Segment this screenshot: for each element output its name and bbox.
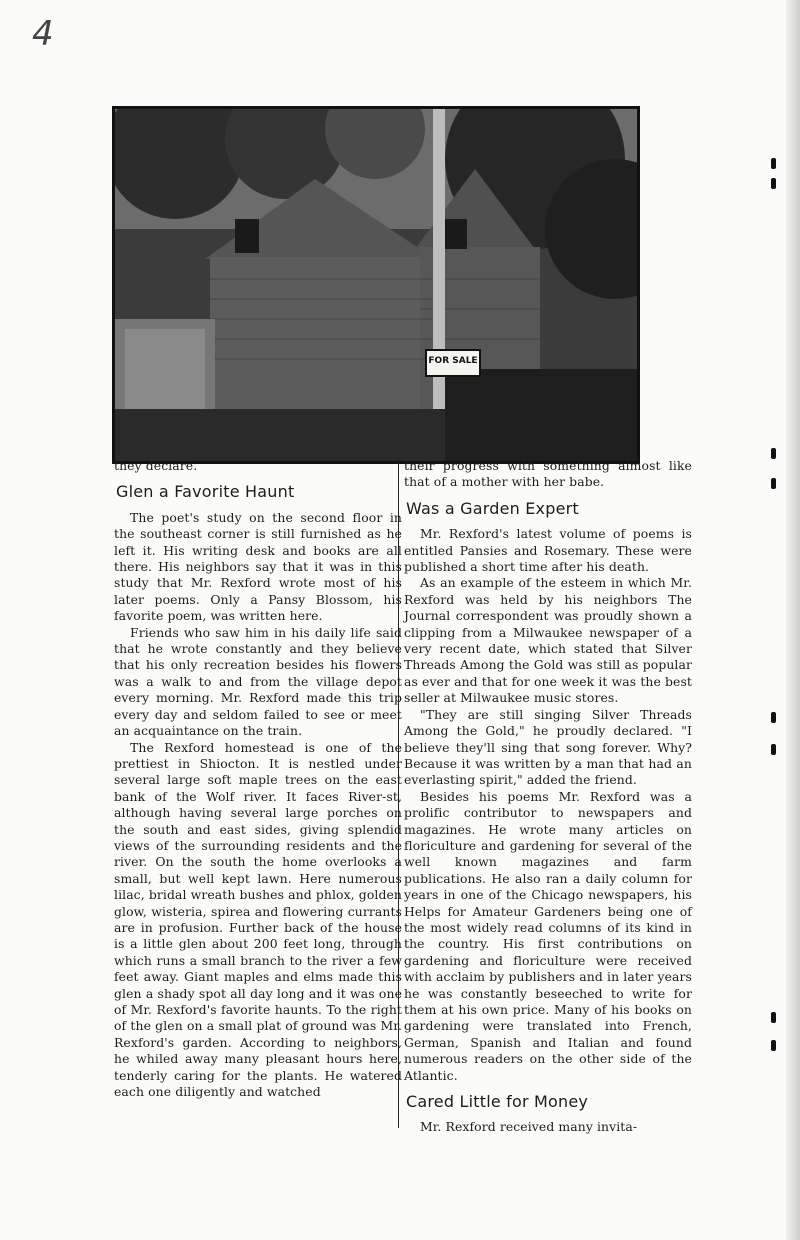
paragraph: Friends who saw him in his daily life said that he wrote constantly and they believe that his only recreation besides his flowers was a walk to and from the village depot every morning. Mr. Rexford made this trip every day and seldom failed to see or meet an acquaintance on the train. [114, 624, 402, 739]
paragraph: Mr. Rexford received many invita- [420, 1119, 638, 1135]
paragraph: Besides his poems Mr. Rexford was a prolific contributor to newspapers and magazines. He wrote many articles on floriculture and gardening for several of the well known magazines and farm publications. He also ran a daily column for years in one of the Chicago newspapers, his Helps for Amateur Gardeners being one of the most widely read columns of its kind in the country. His first contributions on gardening and floriculture were received with acclaim by publishers and in later years he was constantly beseeched to write for them at his own price. Many of his books on gardening were translated into French, German, Spanish and Italian and found numerous readers on the other side of the Atlantic. [404, 788, 692, 1083]
page-edge [786, 0, 800, 1240]
paragraph: The poet's study on the second floor in the southeast corner is still furnished as he left it. His writing desk and books are all there. His neighbors say that it was in this study that Mr. Rexford wrote most of his later poems. Only a Pansy Blossom, his favorite poem, was written here. [114, 509, 402, 624]
section-heading: Glen a Favorite Haunt [116, 482, 295, 502]
paragraph: Mr. Rexford's latest volume of poems is entitled Pansies and Rosemary. These were published a short time after his death. [404, 526, 692, 575]
binding-mark [771, 744, 776, 755]
page-number: 4 [32, 14, 54, 54]
paragraph: The Rexford homestead is one of the prettiest in Shiocton. It is nestled under several large soft maple trees on the east bank of the Wolf river. It faces River-st, although having several large porches on the south and east sides, giving splendid views of the surrounding residents and the river. On the south the home overlooks a small, but well kept lawn. Here numerous lilac, bridal wreath bushes and phlox, golden glow, wisteria, spirea and flowering currants are in profusion. Further back of the house is a little glen about 200 feet long, through which runs a small branch to the river a few feet away. Giant maples and elms made this glen a shady spot all day long and it was one of Mr. Rexford's favorite haunts. To the right of the glen on a small plat of ground was Mr. Rexford's garden. According to neighbors, he whiled away many pleasant hours here, tenderly caring for the plants. He watered each one diligently and watched [114, 739, 402, 1100]
binding-mark [771, 478, 776, 489]
paragraph: "They are still singing Silver Threads Among the Gold," he proudly declared. "I believe they'll sing that song forever. Why? Because it was written by a man that had an everlasting spirit," added the friend. [404, 706, 692, 788]
left-column [114, 458, 402, 1100]
binding-mark [771, 1012, 776, 1023]
section-heading: Cared Little for Money [406, 1092, 589, 1112]
lead-fragment: they declare. [114, 458, 198, 473]
right-column [404, 458, 692, 1136]
binding-mark [771, 178, 776, 189]
for-sale-sign: FOR SALE [425, 349, 481, 377]
lead-fragment: their progress with something almost like that of a mother with her babe. [404, 458, 692, 490]
binding-mark [771, 158, 776, 169]
house-photo [112, 106, 640, 464]
section-heading: Was a Garden Expert [406, 498, 579, 518]
article-clipping [110, 458, 692, 1136]
binding-mark [771, 712, 776, 723]
binding-mark [771, 1040, 776, 1051]
binding-mark [771, 448, 776, 459]
house-photo-image [115, 109, 637, 461]
paragraph: As an example of the esteem in which Mr. Rexford was held by his neighbors The Journal correspondent was proudly shown a clipping from a Milwaukee newspaper of a very recent date, which stated that Silver Threads Among the Gold was still as popular as ever and that for one week it was the best seller at Milwaukee music stores. [404, 575, 692, 706]
